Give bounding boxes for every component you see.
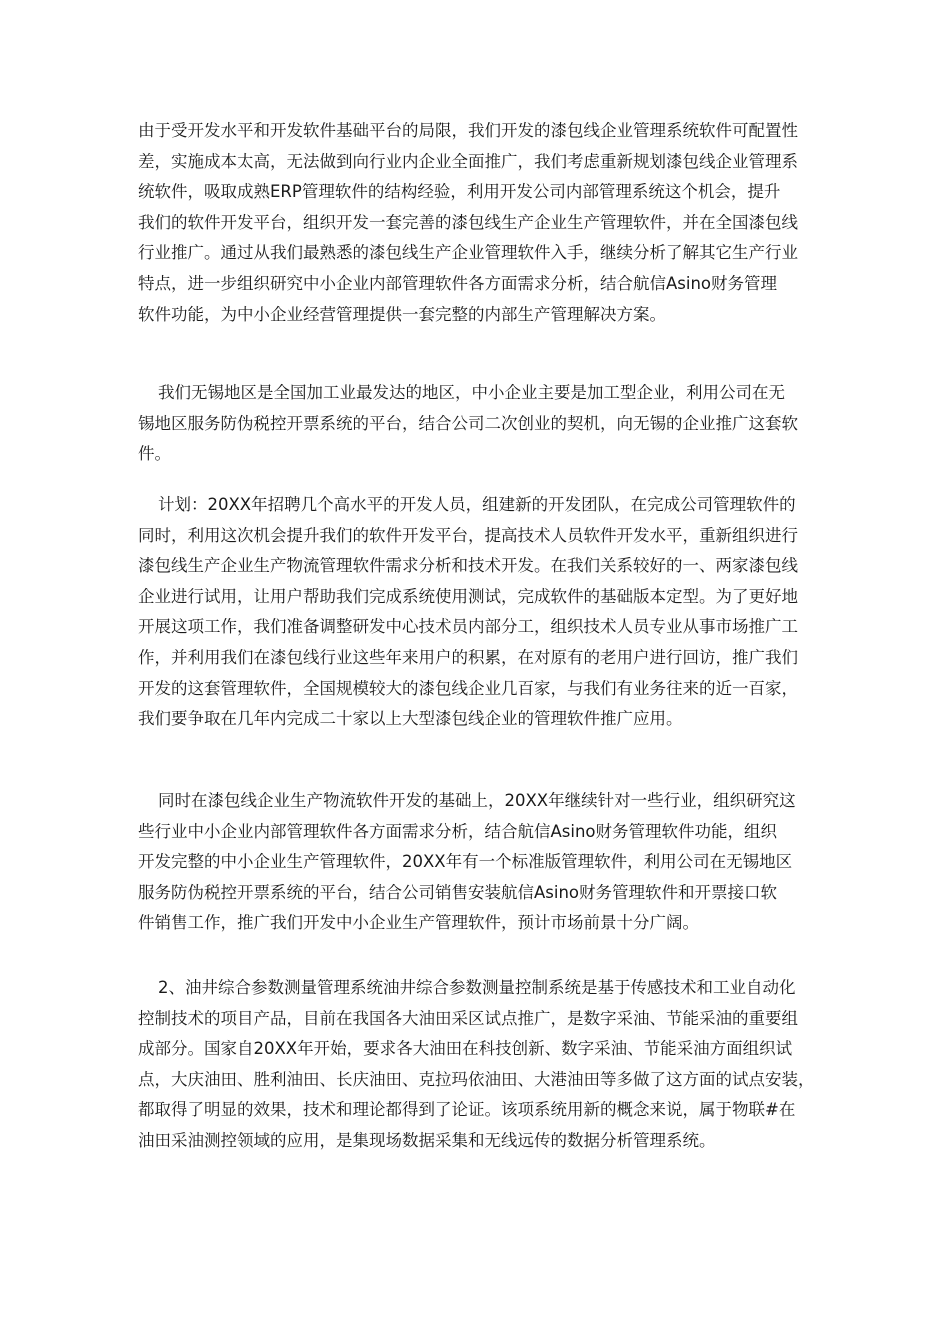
text-line: 同时在漆包线企业生产物流软件开发的基础上，20XX年继续针对一些行业，组织研究这 [158,791,796,810]
text-line: 点，大庆油田、胜利油田、长庆油田、克拉玛依油田、大港油田等多做了这方面的试点安装， [138,1069,815,1089]
paragraph-1 [138,116,838,330]
text-line: 成部分。国家自20XX年开始，要求各大油田在科技创新、数字采油、节能采油方面组织试 [138,1039,793,1059]
paragraph-4 [138,786,838,939]
text-line: 开发完整的中小企业生产管理软件，20XX年有一个标准版管理软件，利用公司在无锡地区 [138,852,793,872]
text-line: 漆包线生产企业生产物流管理软件需求分析和技术开发。在我们关系较好的一、两家漆包线 [138,556,798,576]
text-line: 统软件，吸取成熟ERP管理软件的结构经验，利用开发公司内部管理系统这个机会，提升 [138,182,781,202]
text-line: 锡地区服务防伪税控开票系统的平台，结合公司二次创业的契机，向无锡的企业推广这套软 [138,413,798,433]
text-line: 作，并利用我们在漆包线行业这些年来用户的积累，在对原有的老用户进行回访，推广我们 [138,647,798,667]
text-line: 同时，利用这次机会提升我们的软件开发平台，提高技术人员软件开发水平，重新组织进行 [138,525,798,545]
text-line: 特点，进一步组织研究中小企业内部管理软件各方面需求分析，结合航信Asino财务管理 [138,273,778,293]
paragraph-5 [138,973,838,1157]
text-line: 计划：20XX年招聘几个高水平的开发人员，组建新的开发团队，在完成公司管理软件的 [158,495,796,514]
text-line: 都取得了明显的效果，技术和理论都得到了论证。该项系统用新的概念来说，属于物联#在 [138,1100,796,1120]
text-line: 企业进行试用，让用户帮助我们完成系统使用测试，完成软件的基础版本定型。为了更好地 [138,586,798,606]
text-line: 油田采油测控领域的应用，是集现场数据采集和无线远传的数据分析管理系统。 [138,1130,716,1150]
text-line: 我们的软件开发平台，组织开发一套完善的漆包线生产企业生产管理软件，并在全国漆包线 [138,212,798,232]
text-line: 差，实施成本太高，无法做到向行业内企业全面推广，我们考虑重新规划漆包线企业管理系 [138,151,798,171]
text-line: 我们无锡地区是全国加工业最发达的地区，中小企业主要是加工型企业，利用公司在无 [158,383,785,402]
text-line: 软件功能，为中小企业经营管理提供一套完整的内部生产管理解决方案。 [138,304,666,324]
text-line: 开发的这套管理软件，全国规模较大的漆包线企业几百家，与我们有业务往来的近一百家， [138,678,798,698]
paragraph-2 [138,378,838,470]
text-line: 我们要争取在几年内完成二十家以上大型漆包线企业的管理软件推广应用。 [138,709,683,729]
text-line: 由于受开发水平和开发软件基础平台的局限，我们开发的漆包线企业管理系统软件可配置性 [138,121,798,140]
text-line: 些行业中小企业内部管理软件各方面需求分析，结合航信Asino财务管理软件功能，组织 [138,821,778,841]
text-line: 控制技术的项目产品，目前在我国各大油田采区试点推广，是数字采油、节能采油的重要组 [138,1008,798,1028]
text-line: 开展这项工作，我们准备调整研发中心技术员内部分工，组织技术人员专业从事市场推广工 [138,617,798,637]
paragraph-3 [138,490,838,735]
text-line: 件。 [138,444,171,464]
text-line: 服务防伪税控开票系统的平台，结合公司销售安装航信Asino财务管理软件和开票接口软 [138,882,778,902]
text-line: 件销售工作，推广我们开发中小企业生产管理软件，预计市场前景十分广阔。 [138,913,699,933]
text-line: 2、油井综合参数测量管理系统油井综合参数测量控制系统是基于传感技术和工业自动化 [158,978,796,997]
text-line: 行业推广。通过从我们最熟悉的漆包线生产企业管理软件入手，继续分析了解其它生产行业 [138,243,798,263]
